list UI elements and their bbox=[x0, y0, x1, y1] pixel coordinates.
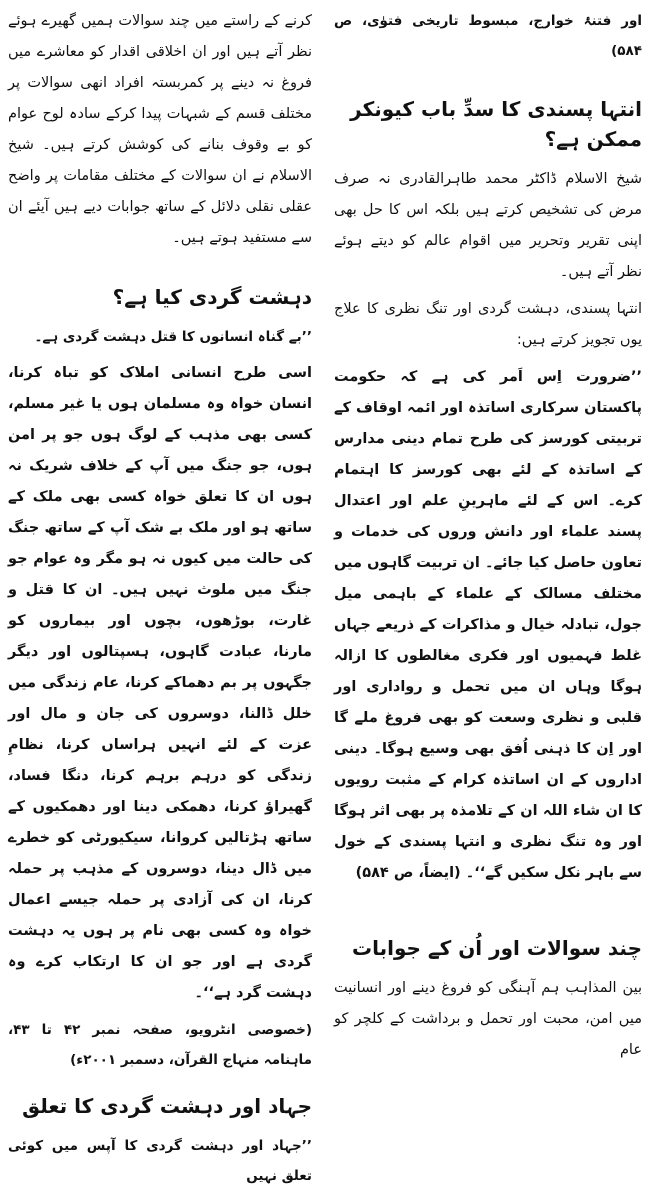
paragraph-remedy-intro: انتہا پسندی، دہشت گردی اور تنگ نظری کا علاج یوں تجویز کرتے ہیں: bbox=[334, 301, 642, 348]
spacer bbox=[8, 1081, 312, 1091]
right-column bbox=[328, 0, 650, 1058]
citation-interview: (خصوصی انٹرویو، صفحہ نمبر ۴۲ تا ۴۳، ماہنامہ منہاج القرآن، دسمبر ۲۰۰۱ء) bbox=[8, 1022, 312, 1068]
quote-training-courses: ’’ضرورت اِس اَمر کی ہے کہ حکومت پاکستان سرکاری اساتذہ اور ائمہ اوقاف کے تربیتی کورسز کی طرح تمام دینی مدارس کے اساتذہ کے لئے بھی کورسز کا اہتمام کرے۔ اس کے لئے ماہرینِ علم اور اعتدال پسند علماء اور دانش وروں کی خدمات و تعاون حاصل کیا جائے۔ ان تربیت گاہوں میں مختلف مسالک کے علماء کے باہمی میل جول، تبادلہ خیال و مذاکرات کے ذریعے جہاں غلط فہمیوں اور فکری مغالطوں کا ازالہ ہوگا وہاں ان میں تحمل و رواداری اور قلبی و نظری وسعت کو بھی فروغ ملے گا اور اِن کا ذہنی اُفق بھی وسیع ہوگا۔ دینی اداروں کے ان اساتذہ کرام کے مثبت رویوں کا ان شاء اللہ ان کے تلامذہ پر بھی اثر ہوگا اور وہ تنگ نظری و انتہا پسندی کے خول سے باہر نکل سکیں گے‘‘۔ (ایضاً، ص ۵۸۴) bbox=[334, 369, 642, 881]
heading-questions-answers: چند سوالات اور اُن کے جوابات bbox=[352, 936, 642, 960]
column-divider bbox=[325, 0, 326, 1008]
left-column bbox=[0, 0, 320, 1184]
quote-jihad-no-relation: ’’جہاد اور دہشت گردی کا آپس میں کوئی تعلق نہیں bbox=[8, 1138, 312, 1184]
paragraph-terrorism-definition: اسی طرح انسانی املاک کو تباہ کرنا، انسان خواہ وہ مسلمان ہوں یا غیر مسلم، کسی بھی مذہب کے لوگ ہوں جو پر امن ہوں، جو جنگ میں آپ کے خلاف شریک نہ ہوں ان کا تعلق خواہ کسی بھی ملک کے ساتھ ہو اور ملک بے شک آپ کے ساتھ جنگ کی حالت میں کیوں نہ ہو مگر وہ عوام جو جنگ میں ملوث نہیں ہیں۔ ان کا قتل و غارت، بوڑھوں، بچوں اور بیماروں کو مارنا، عبادت گاہوں، ہسپتالوں اور دیگر جگہوں پر بم دھماکے کرنا، عام زندگی میں خلل ڈالنا، دوسروں کی جان و مال اور عزت کے لئے انہیں ہراساں کرنا، نظامِ زندگی کو درہم برہم کرنا، دنگا فساد، گھیراؤ کرنا، دھمکی دینا اور دھمکیوں کے ساتھ ہڑتالیں کروانا، سیکیورٹی کو خطرے میں ڈال دینا، دوسروں کے مذہب پر حملہ کرنا، ان کی آزادی پر حملہ جیسے اعمال خواہ وہ کسی بھی نام پر ہوں یہ دہشت گردی ہے اور جو ان کا ارتکاب کرے وہ دہشت گرد ہے‘‘۔ bbox=[8, 365, 312, 1001]
heading-extremism-prevention: انتہا پسندی کا سدِّ باب کیونکر ممکن ہے؟ bbox=[350, 97, 642, 151]
spacer bbox=[334, 895, 642, 933]
paragraph-diagnosis: شیخ الاسلام ڈاکٹر محمد طاہرالقادری نہ صرف مرض کی تشخیص کرتے ہیں بلکہ اس کا حل بھی اپنی تقریر وتحریر میں اقوام عالم کو دیتے ہوئے نظر آتے ہیں۔ bbox=[334, 171, 642, 280]
heading-what-is-terrorism: دہشت گردی کیا ہے؟ bbox=[112, 285, 312, 309]
top-citation: اور فتنۂ خوارج، مبسوط تاریخی فتوٰی، ص ۵۸۴) bbox=[334, 13, 642, 59]
heading-jihad-terrorism: جہاد اور دہشت گردی کا تعلق bbox=[22, 1094, 312, 1118]
paragraph-questions-context: کرنے کے راستے میں چند سوالات ہمیں گھیرے ہوئے نظر آتے ہیں اور ان اخلاقی اقدار کو معاشرے میں فروغ نہ دینے پر کمربستہ افراد انھی سوالات پر مختلف قسم کے شبہات پیدا کرکے سادہ لوح عوام کو بے وقوف بنانے کی کوشش کرتے ہیں۔ شیخ الاسلام نے ان سوالات کے مختلف مقامات پر واضح عقلی نقلی دلائل کے ساتھ جوابات دیے ہیں آیئے ان سے مستفید ہوتے ہیں۔ bbox=[8, 13, 312, 246]
quote-killing-innocents: ’’بے گناہ انسانوں کا قتل دہشت گردی ہے۔ bbox=[34, 329, 312, 345]
spacer bbox=[334, 72, 642, 94]
paragraph-interfaith: بین المذاہب ہم آہنگی کو فروغ دینے اور انسانیت میں امن، محبت اور تحمل و برداشت کے کلچر کو عام bbox=[334, 980, 642, 1058]
spacer bbox=[8, 260, 312, 282]
